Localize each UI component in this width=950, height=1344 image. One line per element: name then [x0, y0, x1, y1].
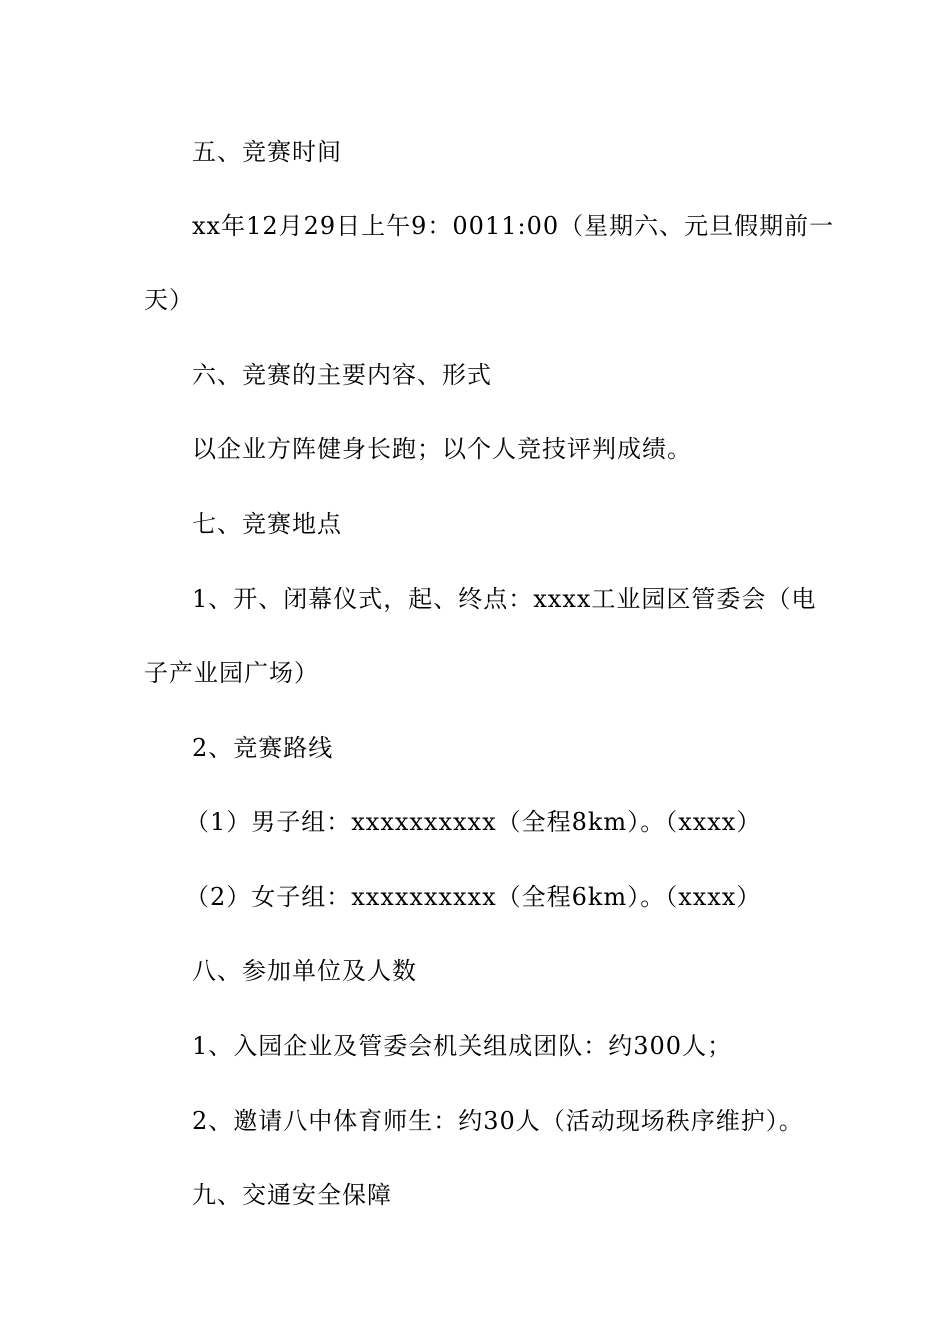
- route-women: （2）女子组：xxxxxxxxxx（全程6km）。（xxxx）: [185, 883, 762, 911]
- paragraph-time-continued: 天）: [144, 286, 194, 314]
- subheading-route: 2、竞赛路线: [192, 734, 334, 762]
- paragraph-location-continued: 子产业园广场）: [144, 659, 319, 687]
- paragraph-time: xx年12月29日上午9：0011:00（星期六、元旦假期前一: [192, 212, 835, 240]
- section-heading-7: 七、竞赛地点: [192, 510, 342, 538]
- participants-1: 1、入园企业及管委会机关组成团队：约300人；: [192, 1032, 733, 1060]
- paragraph-location: 1、开、闭幕仪式，起、终点：xxxx工业园区管委会（电: [192, 585, 817, 613]
- section-heading-5: 五、竞赛时间: [192, 138, 342, 166]
- section-heading-8: 八、参加单位及人数: [192, 957, 417, 985]
- paragraph-content: 以企业方阵健身长跑；以个人竞技评判成绩。: [192, 435, 692, 463]
- section-heading-6: 六、竞赛的主要内容、形式: [192, 361, 492, 389]
- participants-2: 2、邀请八中体育师生：约30人（活动现场秩序维护）。: [192, 1107, 804, 1135]
- section-heading-9: 九、交通安全保障: [192, 1181, 392, 1209]
- route-men: （1）男子组：xxxxxxxxxx（全程8km）。（xxxx）: [185, 808, 762, 836]
